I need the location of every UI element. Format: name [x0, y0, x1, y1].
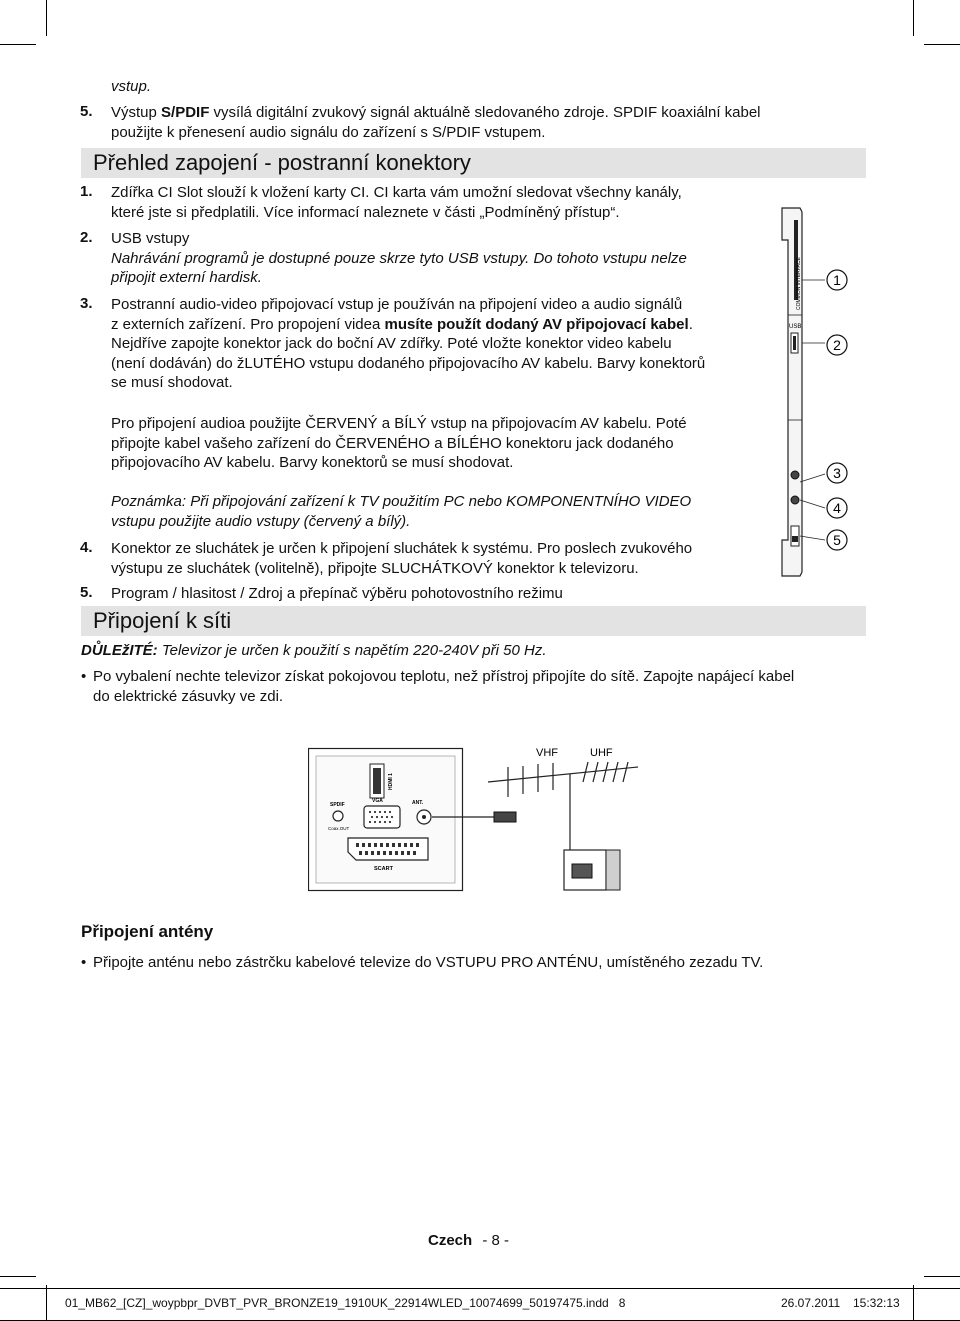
section-title: Přehled zapojení - postranní konektory	[93, 150, 471, 175]
section-header-side-connectors	[81, 148, 866, 178]
ant-label: ANT.	[412, 800, 424, 806]
usb-port-inner	[793, 336, 796, 350]
antenna-input-center	[422, 815, 426, 819]
callout-number: 4	[833, 500, 841, 516]
section-title: Připojení k síti	[93, 608, 232, 633]
ci-label: COMMON INTERFACE	[796, 257, 802, 310]
item-number: 5.	[80, 103, 93, 120]
callout-number: 1	[833, 272, 841, 288]
audio-paragraph	[111, 414, 687, 473]
item-number: 4.	[80, 539, 93, 556]
text: Televizor je určen k použití s napětím 220-240V při 50 Hz.	[157, 642, 547, 659]
callout-number: 3	[833, 465, 841, 481]
footer-time: 15:32:13	[853, 1296, 900, 1310]
coax-label: Coax.OUT	[328, 826, 350, 831]
item-number: 3.	[80, 295, 93, 312]
usb-label: USB	[789, 324, 802, 330]
text: vstupu použijte audio vstupy (červený a bílý).	[111, 512, 411, 530]
item-number: 2.	[80, 229, 93, 246]
callout-4	[827, 498, 847, 518]
text: (není dodáván) do žLUTÉHO vstupu dodaného připojovacího AV kabelu. Barvy konektorů	[111, 354, 706, 372]
text: vysílá digitální zvukový signál aktuálně sledovaného zdroje. SPDIF koaxiální kabel	[209, 104, 761, 121]
headphone-paragraph	[111, 539, 692, 578]
text: Po vybalení nechte televizor získat pokojovou teplotu, než přístroj připojíte do sítě. Zapojte napájecí kabel	[93, 668, 795, 685]
av-paragraph	[111, 295, 705, 393]
hdmi-port-inner	[373, 768, 381, 794]
callout-number: 5	[833, 532, 841, 548]
ci-paragraph	[111, 183, 682, 222]
text: Konektor ze sluchátek je určen k připojení sluchátek k systému. Pro poslech zvukového	[111, 540, 693, 557]
text: Zdířka CI Slot slouží k vložení karty CI. CI karta vám umožní sledovat všechny kanály,	[111, 184, 682, 201]
wall-socket-plug	[572, 864, 592, 878]
crop-mark	[0, 1276, 36, 1277]
footer-rule	[0, 1288, 960, 1289]
antenna-heading: Připojení antény	[81, 922, 214, 941]
power-bullet	[93, 667, 794, 706]
footer-filename: 01_MB62_[CZ]_woypbpr_DVBT_PVR_BRONZE19_1910UK_22914WLED_10074699_50197475.indd 8	[65, 1296, 626, 1310]
text: připojovacího AV kabelu. Barvy konektorů se musí shodovat.	[111, 454, 514, 471]
crop-mark	[913, 1285, 914, 1321]
text: výstupu ze sluchátek (volitelně), připojte SLUCHÁTKOVÝ konektor k televizoru.	[111, 559, 639, 577]
av-jack	[791, 471, 799, 479]
vhf-label: VHF	[536, 747, 558, 759]
callout-number: 2	[833, 337, 841, 353]
text: se musí shodovat.	[111, 374, 233, 391]
scart-port	[348, 838, 428, 860]
crop-mark	[0, 44, 36, 45]
crop-mark	[913, 0, 914, 36]
item-number: 1.	[80, 183, 93, 200]
text: USB vstupy	[111, 230, 190, 247]
crop-mark	[46, 1285, 47, 1321]
text: které jste si předplatili. Více informací naleznete v části „Podmíněný přístup“.	[111, 203, 620, 221]
antenna-bullet: Připojte anténu nebo zástrčku kabelové televize do VSTUPU PRO ANTÉNU, umístěného zezadu TV.	[93, 954, 764, 971]
bullet-marker: •	[81, 668, 87, 685]
footer-date: 26.07.2011	[781, 1296, 841, 1310]
uhf-label: UHF	[590, 747, 613, 759]
intro-text: vstup.	[111, 78, 152, 95]
text: Postranní audio-video připojovací vstup je používán na připojení video a audio signálů	[111, 296, 683, 313]
callout-2	[827, 335, 847, 355]
spdif-label: SPDIF	[330, 802, 345, 808]
text: Poznámka: Při připojování zařízení k TV použitím PC nebo KOMPONENTNÍHO VIDEO	[111, 493, 692, 510]
headphone-jack	[791, 496, 799, 504]
text: .	[688, 315, 693, 333]
control-switch-knob	[792, 536, 798, 542]
antenna-plug	[494, 812, 516, 822]
footer-page-number: - 8 -	[482, 1232, 510, 1249]
hdmi-label: HDMI 1	[388, 773, 394, 790]
text: Nejdříve zapojte konektor jack do boční AV zdířky. Poté vložte konektor video kabelu	[111, 335, 672, 352]
scart-label: SCART	[374, 866, 393, 872]
antenna-icon	[488, 762, 638, 838]
callout-1	[827, 270, 847, 290]
callout-line	[800, 474, 825, 482]
spdif-jack	[333, 811, 343, 821]
crop-mark	[46, 0, 47, 36]
usb-paragraph	[111, 229, 687, 288]
spdif-label: S/PDIF	[161, 104, 210, 121]
callout-line	[800, 500, 825, 508]
vga-label: VGA	[372, 798, 383, 804]
wall-block	[606, 850, 620, 890]
side-panel-diagram	[770, 200, 860, 580]
text: Výstup	[111, 104, 162, 121]
text: připojte kabel vašeho zařízení do ČERVENÉHO a BÍLÉHO konektoru jack dodaného	[111, 434, 674, 452]
text: z externích zařízení. Pro propojení videa	[111, 315, 385, 333]
footer-page-label	[428, 1232, 509, 1249]
text: Pro připojení audioa použijte ČERVENÝ a BÍLÝ vstup na připojovacím AV kabelu. Poté	[111, 415, 687, 432]
bullet-marker: •	[81, 954, 87, 971]
text: použijte k přenesení audio signálu do zařízení s S/PDIF vstupem.	[111, 123, 546, 141]
crop-mark	[924, 1276, 960, 1277]
rear-panel-diagram	[308, 742, 668, 892]
crop-mark	[924, 44, 960, 45]
callout-line	[800, 536, 825, 540]
section-header-power	[81, 606, 866, 636]
important-note	[81, 641, 547, 661]
important-label: DŮLEžITÉ:	[81, 642, 158, 659]
text: do elektrické zásuvky ve zdi.	[93, 687, 284, 705]
text: Nahrávání programů je dostupné pouze skrze tyto USB vstupy. Do tohoto vstupu nelze	[111, 249, 687, 267]
footer-language: Czech	[428, 1232, 473, 1249]
text: připojit externí hardisk.	[111, 269, 262, 286]
item-number: 5.	[80, 584, 93, 601]
spdif-paragraph	[111, 103, 761, 142]
callout-3	[827, 463, 847, 483]
text-bold: musíte použít dodaný AV připojovací kabel	[384, 315, 689, 333]
note-paragraph	[111, 492, 691, 531]
controls-paragraph: Program / hlasitost / Zdroj a přepínač výběru pohotovostního režimu	[111, 585, 563, 602]
callout-5	[827, 530, 847, 550]
